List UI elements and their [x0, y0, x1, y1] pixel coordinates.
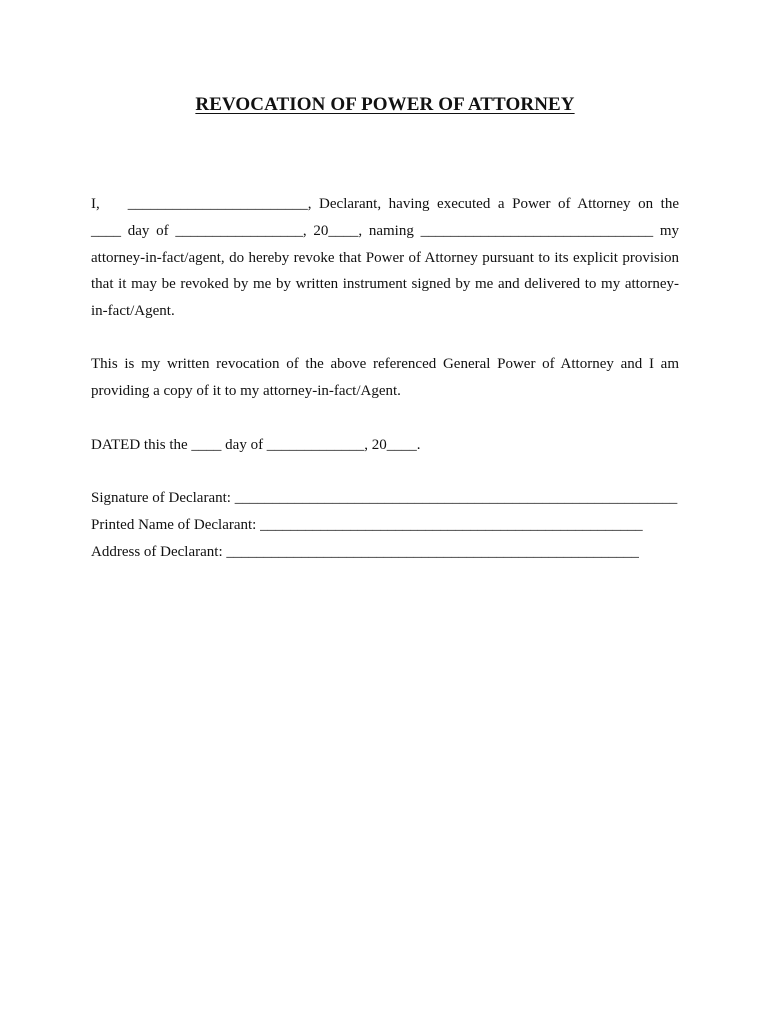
declarant-blank-text: ________________________, Declarant, having executed a Power of Attorney on the	[127, 196, 679, 212]
paragraph-line	[91, 191, 679, 218]
written-revocation-paragraph	[91, 351, 679, 405]
revocation-paragraph	[91, 191, 679, 325]
printed-name-line: Printed Name of Declarant: ___________________________________________________	[91, 516, 643, 533]
date-naming-text: ____ day of _________________, 20____, naming _______________________________	[91, 222, 654, 239]
paragraph-line: This is my written revocation of the above referenced General Power of Attorney and I am	[91, 356, 679, 372]
signature-line: Signature of Declarant: ___________________________________________________________	[91, 490, 678, 506]
address-line: Address of Declarant: _______________________________________________________	[91, 543, 639, 560]
dated-line: DATED this the ____ day of _____________, 20____.	[91, 437, 421, 453]
paragraph-line: attorney-in-fact/agent, do hereby revoke that Power of Attorney pursuant to its explicit provision	[91, 249, 679, 266]
signature-block	[91, 485, 679, 565]
document-title: REVOCATION OF POWER OF ATTORNEY	[195, 94, 575, 115]
paragraph-line: providing a copy of it to my attorney-in-fact/Agent.	[91, 382, 401, 399]
declarant-prefix: I,	[91, 196, 100, 212]
paragraph-line: that it may be revoked by me by written instrument signed by me and delivered to my attorney-	[91, 276, 679, 293]
paragraph-line	[91, 218, 679, 245]
paragraph-line: in-fact/Agent.	[91, 303, 175, 320]
my-word: my	[659, 222, 680, 239]
